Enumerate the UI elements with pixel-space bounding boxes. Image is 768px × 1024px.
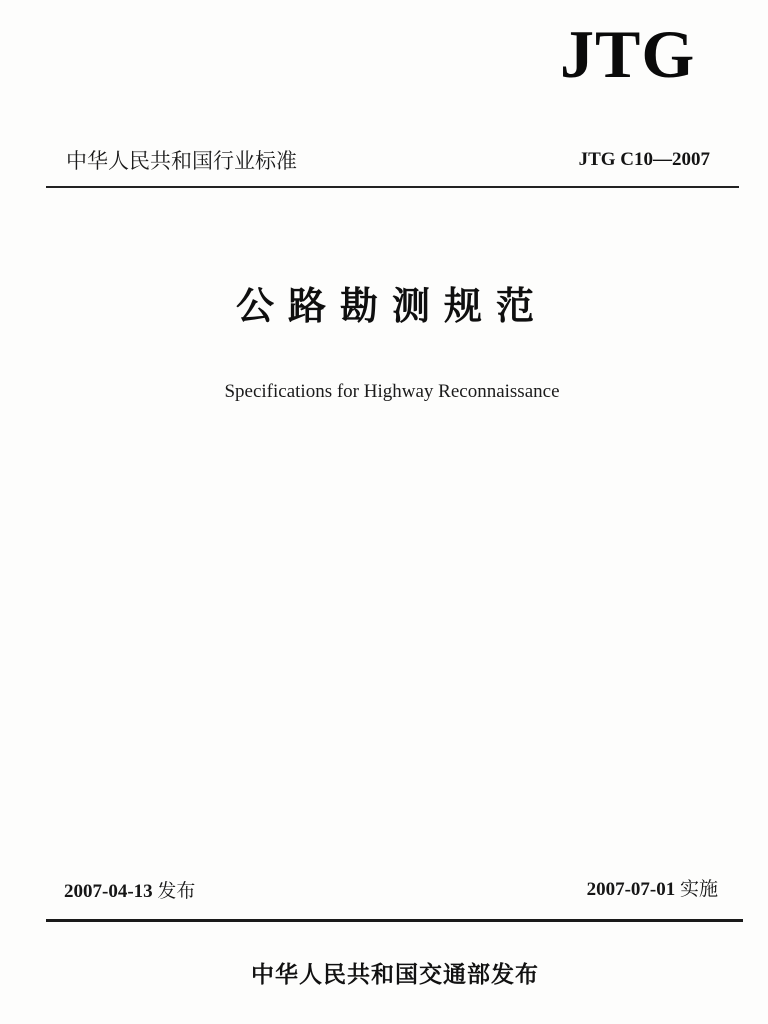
implementation-label: 实施 xyxy=(679,878,718,900)
implementation-date-block xyxy=(587,876,718,903)
issue-date-block xyxy=(64,878,195,905)
title-english: Specifications for Highway Reconnaissance xyxy=(224,381,560,402)
issue-label: 发布 xyxy=(157,880,196,902)
implementation-date: 2007-07-01 xyxy=(586,879,676,900)
jtg-logo: JTG xyxy=(560,16,696,92)
issue-date: 2007-04-13 xyxy=(64,881,153,902)
standard-code: JTG C10—2007 xyxy=(578,149,710,170)
header-divider xyxy=(46,186,739,188)
standard-classification: 中华人民共和国行业标准 xyxy=(66,149,297,173)
publisher: 中华人民共和国交通部发布 xyxy=(251,962,539,988)
title-chinese: 公路勘测规范 xyxy=(235,284,548,328)
footer-divider xyxy=(46,919,743,922)
